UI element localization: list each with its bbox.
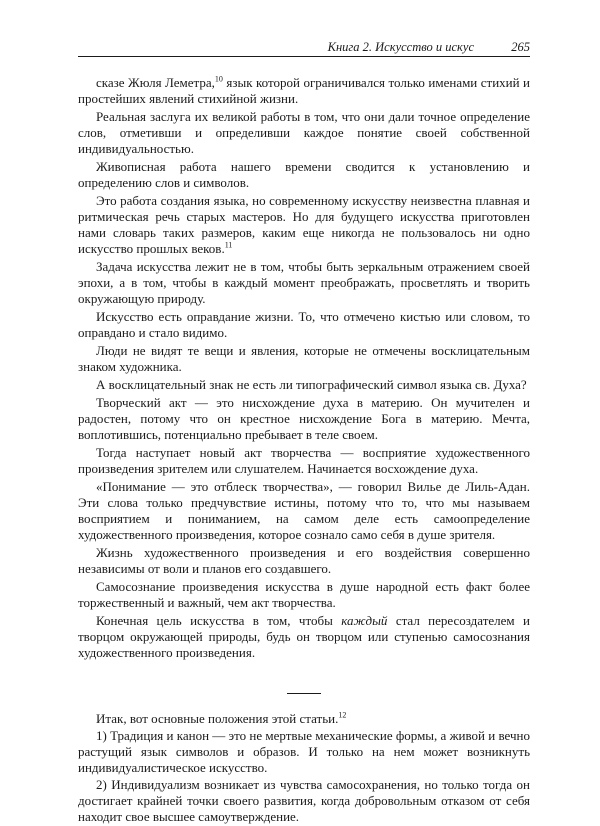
- paragraph-4: Это работа создания языка, но современному искусству неизвестна плавная и ритмическая речь старых мастеров. Но для будущего искусства приготовлен нами словарь таких размеров, каким еще никогда не пользовалось ни одно искусство прошлых веков.$^{11}$: [78, 193, 530, 256]
- postscript: [78, 711, 530, 825]
- thesis-2: 2) Индивидуализм возникает из чувства самосохранения, но только тогда он достигает крайней точки своего развития, когда добровольным отказом от себя находит свое высшее самоутверждение.: [78, 777, 530, 824]
- thesis-1: 1) Традиция и канон — это не мертвые механические формы, а живой и вечно растущий язык символов и образов. И только на нем может возникнуть индивидуалистическое искусство.: [78, 728, 530, 775]
- paragraph-2: Реальная заслуга их великой работы в том, что они дали точное определение слов, отметивши и определивши каждое понятие своей собственной индивидуальностью.: [78, 109, 530, 156]
- postscript-intro: Итак, вот основные положения этой статьи.$^{12}$: [96, 710, 347, 726]
- running-header: [78, 40, 530, 57]
- paragraph-9: Творческий акт — это нисхождение духа в материю. Он мучителен и радостен, потому что он крестное нисхождение Бога в материю. Мечта, воплотившись, потенциально пребывает в теле своем.: [78, 395, 530, 442]
- footnote-ref-10[interactable]: 10: [214, 74, 223, 84]
- paragraph-3: Живописная работа нашего времени сводится к установлению и определению слов и символов.: [78, 159, 530, 190]
- paragraph-1: сказе Жюля Леметра,$^{10}$ язык которой ограничивался только именами стихий и простейших явлений стихийной жизни.: [78, 74, 531, 106]
- paragraph-12: Жизнь художественного произведения и его воздействия совершенно независимы от воли и планов его создавшего.: [78, 545, 530, 576]
- paragraph-14: Конечная цель искусства в том, чтобы каждый стал пересоздателем и творцом окружающей природы, будь он творцом или ступенью самосознания художественного произведения.: [78, 613, 530, 660]
- body-text: [78, 75, 530, 826]
- paragraph-13: Самосознание произведения искусства в душе народной есть факт более торжественный и важный, чем акт творчества.: [78, 579, 530, 610]
- footnote-ref-11[interactable]: 11: [224, 240, 233, 250]
- paragraph-5: Задача искусства лежит не в том, чтобы быть зеркальным отражением своей эпохи, а в том, чтобы в каждый момент преображать, просветлять и творить окружающую природу.: [78, 259, 530, 306]
- running-title: Книга 2. Искусство и искус: [327, 40, 474, 54]
- paragraph-6: Искусство есть оправдание жизни. То, что отмечено кистью или словом, то оправдано и стало видимо.: [78, 309, 530, 340]
- emphasis-kazhdyi: каждый: [341, 613, 388, 628]
- section-separator: [287, 693, 321, 694]
- footnote-ref-12[interactable]: 12: [338, 710, 347, 720]
- paragraph-10: Тогда наступает новый акт творчества — восприятие художественного произведения зрителем или слушателем. Начинается восхождение духа.: [78, 445, 530, 476]
- paragraph-7: Люди не видят те вещи и явления, которые не отмечены восклицательным знаком художника.: [78, 343, 530, 374]
- paragraph-11: «Понимание — это отблеск творчества», — говорил Вилье де Лиль-Адан. Эти слова только предчувствие истины, потому что то, что мы называем восприятием и пониманием, на самом деле есть самоопределение художественного произведения, которое сознало само себя в душе зрителя.: [78, 479, 530, 542]
- paragraph-8: А восклицательный знак не есть ли типографический символ языка св. Духа?: [96, 377, 527, 392]
- page-number: 265: [511, 40, 530, 54]
